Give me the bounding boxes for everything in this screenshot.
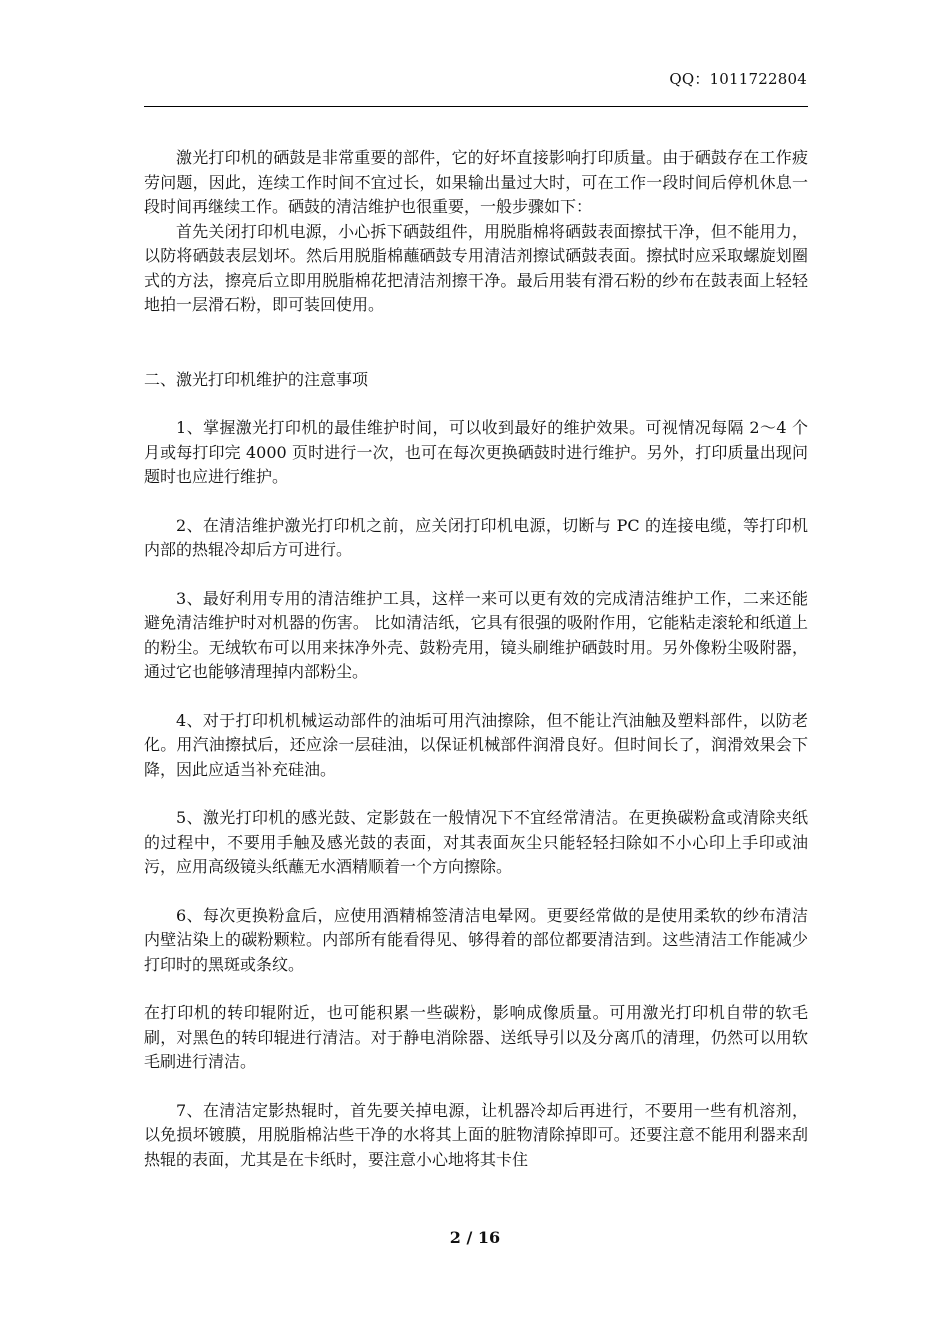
paragraph-item-4: 4、对于打印机机械运动部件的油垢可用汽油擦除，但不能让汽油触及塑料部件，以防老化。用汽油擦拭后，还应涂一层硅油，以保证机械部件润滑良好。但时间长了，润滑效果会下降，因此应适当补充硅油。 bbox=[144, 710, 808, 779]
paragraph-item-7: 7、在清洁定影热辊时，首先要关掉电源，让机器冷却后再进行，不要用一些有机溶剂，以免损坏镀膜，用脱脂棉沾些干净的水将其上面的脏物清除掉即可。还要注意不能用利器来刮热辊的表面，尤其是在卡纸时，要注意小心地将其卡住 bbox=[144, 1100, 808, 1169]
page-number: 2 / 16 bbox=[449, 1228, 501, 1247]
paragraph-drum-cleaning-steps: 首先关闭打印机电源，小心拆下硒鼓组件，用脱脂棉将硒鼓表面擦拭干净，但不能用力，以防将硒鼓表层划坏。然后用脱脂棉蘸硒鼓专用清洁剂擦试硒鼓表面。擦拭时应采取螺旋划圈式的方法，擦亮后立即用脱脂棉花把清洁剂擦干净。最后用装有滑石粉的纱布在鼓表面上轻轻地拍一层滑石粉，即可装回使用。 bbox=[144, 221, 808, 314]
paragraph-item-3: 3、最好利用专用的清洁维护工具，这样一来可以更有效的完成清洁维护工作，二来还能避免清洁维护时对机器的伤害。 比如清洁纸，它具有很强的吸附作用，它能粘走滚轮和纸道上的粉尘。无绒软布可以用来抹净外壳、鼓粉壳用，镜头刷维护硒鼓时用。另外像粉尘吸附器，通过它也能够清理掉内部粉尘。 bbox=[144, 588, 808, 681]
paragraph-item-1: 1、掌握激光打印机的最佳维护时间，可以收到最好的维护效果。可视情况每隔 2～4 个月或每打印完 4000 页时进行一次，也可在每次更换硒鼓时进行维护。另外，打印质量出现问题时也应进行维护。 bbox=[144, 418, 808, 486]
paragraph-transfer-roller: 在打印机的转印辊附近，也可能积累一些碳粉，影响成像质量。可用激光打印机自带的软毛刷，对黑色的转印辊进行清洁。对于静电消除器、送纸导引以及分离爪的清理，仍然可以用软毛刷进行清洁。 bbox=[144, 1003, 808, 1071]
header-qq-contact: QQ：1011722804 bbox=[669, 70, 807, 88]
paragraph-item-2: 2、在清洁维护激光打印机之前，应关闭打印机电源，切断与 PC 的连接电缆，等打印机内部的热辊冷却后方可进行。 bbox=[144, 515, 808, 559]
header-divider bbox=[144, 106, 808, 107]
paragraph-item-5: 5、激光打印机的感光鼓、定影鼓在一般情况下不宜经常清洁。在更换碳粉盒或清除夹纸的过程中，不要用手触及感光鼓的表面，对其表面灰尘只能轻轻扫除如不小心印上手印或油污，应用高级镜头纸蘸无水酒精顺着一个方向擦除。 bbox=[144, 808, 808, 876]
document-body bbox=[144, 146, 808, 1172]
paragraph-item-6: 6、每次更换粉盒后，应使用酒精棉签清洁电晕网。更要经常做的是使用柔软的纱布清洁内壁沾染上的碳粉颗粒。内部所有能看得见、够得着的部位都要清洁到。这些清洁工作能减少打印时的黑斑或条纹。 bbox=[144, 905, 808, 974]
section-heading: 二、激光打印机维护的注意事项 bbox=[144, 369, 369, 389]
paragraph-drum-importance: 激光打印机的硒鼓是非常重要的部件，它的好坏直接影响打印质量。由于硒鼓存在工作疲劳问题，因此，连续工作时间不宜过长，如果输出量过大时，可在工作一段时间后停机休息一段时间再继续工作。硒鼓的清洁维护也很重要，一般步骤如下： bbox=[144, 148, 808, 216]
